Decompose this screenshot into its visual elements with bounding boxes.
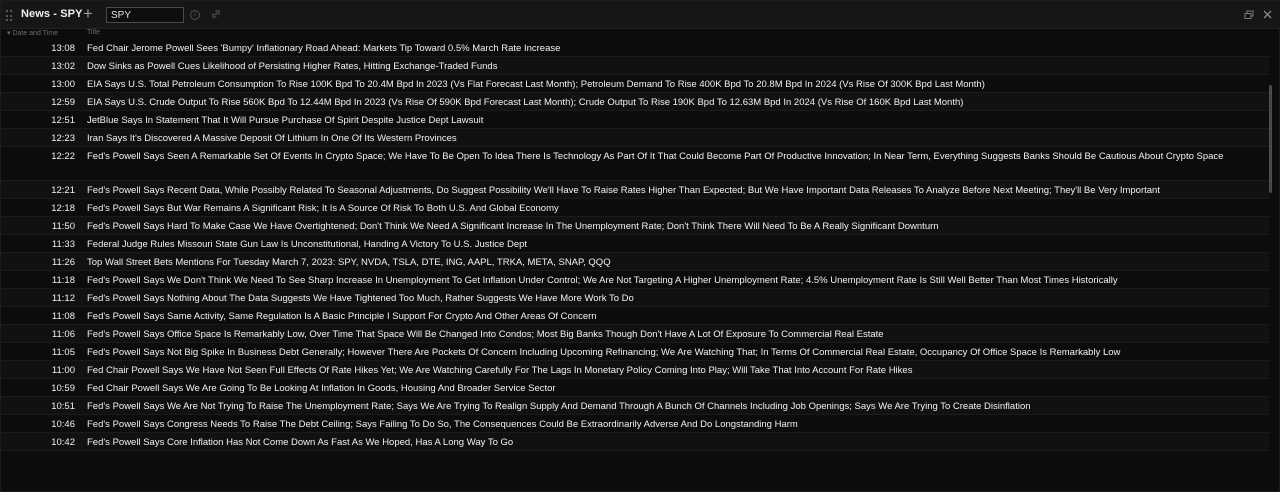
news-time: 12:21 [51,185,75,196]
news-time: 11:06 [51,329,75,340]
news-headline[interactable]: Fed's Powell Says Same Activity, Same Regulation Is A Basic Principle I Support For Crypto And Other Areas Of Concern [87,311,597,322]
news-time: 13:02 [51,61,75,72]
news-time: 11:00 [51,365,75,376]
news-time: 12:23 [51,133,75,144]
news-time: 13:00 [51,79,75,90]
news-row[interactable] [1,379,1269,397]
news-row[interactable] [1,325,1269,343]
news-row[interactable] [1,433,1269,451]
news-headline[interactable]: Fed's Powell Says Seen A Remarkable Set Of Events In Crypto Space; We Have To Be Open To Idea There Is Technology As Part Of It That Could Become Part Of Productive Innovation; In Near Term, Everything Suggests Banks Should Be Cautious About Crypto Space [87,151,1224,162]
news-row[interactable] [1,39,1269,57]
news-headline[interactable]: Iran Says It's Discovered A Massive Deposit Of Lithium In One Of Its Western Provinces [87,133,457,144]
link-icon[interactable] [210,8,222,20]
news-headline[interactable]: Fed's Powell Says Recent Data, While Possibly Related To Seasonal Adjustments, Do Suggest Possibility We'll Have To Raise Rates Higher Than Expected; But We Have Important Data Releases To Analyze Before Next Meeting; They'll Be Very Important [87,185,1160,196]
news-row[interactable] [1,111,1269,129]
news-headline[interactable]: Fed's Powell Says Office Space Is Remarkably Low, Over Time That Space Will Be Changed Into Condos; Most Big Banks Though Don't Have A Lot Of Exposure To Commercial Real Estate [87,329,884,340]
news-headline[interactable]: Fed Chair Jerome Powell Sees 'Bumpy' Inflationary Road Ahead: Markets Tip Toward 0.5% March Rate Increase [87,43,561,54]
news-headline[interactable]: EIA Says U.S. Crude Output To Rise 560K Bpd To 12.44M Bpd In 2023 (Vs Rise Of 590K Bpd Forecast Last Month); Crude Output To Rise 190K Bpd To 12.63M Bpd In 2024 (Vs Rise Of 160K Bpd Last Month) [87,97,964,108]
news-row[interactable] [1,289,1269,307]
news-time: 10:42 [51,437,75,448]
news-time: 12:18 [51,203,75,214]
news-row[interactable] [1,307,1269,325]
window-titlebar [1,1,1280,29]
restore-window-icon[interactable] [1244,10,1254,20]
scrollbar[interactable] [1269,85,1272,193]
news-time: 13:08 [51,43,75,54]
news-headline[interactable]: Fed's Powell Says We Don't Think We Need To See Sharp Increase In Unemployment To Get Inflation Under Control; We Are Not Targeting A Higher Unemployment Rate; 4.5% Unemployment Rate Is Still Well Better Than Most Times Historically [87,275,1118,286]
column-header [1,29,1280,39]
news-headline[interactable]: Fed Chair Powell Says We Have Not Seen Full Effects Of Rate Hikes Yet; We Are Watching Carefully For The Lags In Monetary Policy Coming Into Play; Will Take That Into Account For Rate Hikes [87,365,913,376]
news-time: 11:12 [51,293,75,304]
news-time: 11:50 [51,221,75,232]
news-row[interactable] [1,361,1269,379]
news-time: 12:51 [51,115,75,126]
news-headline[interactable]: Federal Judge Rules Missouri State Gun Law Is Unconstitutional, Handing A Victory To U.S. Justice Dept [87,239,528,250]
news-row[interactable] [1,199,1269,217]
news-time: 11:33 [51,239,75,250]
news-time: 12:22 [51,151,75,162]
news-headline[interactable]: Fed's Powell Says Congress Needs To Raise The Debt Ceiling; Says Failing To Do So, The Consequences Could Be Extraordinarily Adverse And Do Longstanding Harm [87,419,798,430]
news-headline[interactable]: Fed's Powell Says Core Inflation Has Not Come Down As Fast As We Hoped, Has A Long Way To Go [87,437,514,448]
news-row[interactable] [1,129,1269,147]
news-time: 11:26 [51,257,75,268]
news-row[interactable] [1,235,1269,253]
news-row[interactable] [1,271,1269,289]
news-row[interactable] [1,93,1269,111]
info-icon[interactable]: i [190,10,200,20]
news-list [1,39,1269,451]
news-headline[interactable]: Fed's Powell Says Hard To Make Case We Have Overtightened; Don't Think We Need A Significant Increase In The Unemployment Rate; Don't Think There Will Need To Be A Really Significant Downturn [87,221,939,232]
news-time: 12:59 [51,97,75,108]
symbol-search-input[interactable] [106,7,184,23]
news-time: 11:18 [51,275,75,286]
news-time: 10:51 [51,401,75,412]
news-row[interactable] [1,217,1269,235]
column-title[interactable]: Title [87,29,100,36]
column-date-time[interactable]: ▾ Date and Time [7,30,58,37]
news-time: 11:08 [51,311,75,322]
news-row[interactable] [1,147,1269,181]
news-time: 10:59 [51,383,75,394]
news-headline[interactable]: Fed's Powell Says But War Remains A Significant Risk; It Is A Source Of Risk To Both U.S. And Global Economy [87,203,559,214]
news-row[interactable] [1,253,1269,271]
news-row[interactable] [1,57,1269,75]
close-icon[interactable] [1262,9,1273,20]
news-headline[interactable]: Fed Chair Powell Says We Are Going To Be Looking At Inflation In Goods, Housing And Broader Service Sector [87,383,556,394]
news-row[interactable] [1,75,1269,93]
news-row[interactable] [1,181,1269,199]
news-row[interactable] [1,397,1269,415]
news-row[interactable] [1,343,1269,361]
news-headline[interactable]: Top Wall Street Bets Mentions For Tuesday March 7, 2023: SPY, NVDA, TSLA, DTE, ING, AAPL, TRKA, META, SNAP, QQQ [87,257,611,268]
news-headline[interactable]: Fed's Powell Says We Are Not Trying To Raise The Unemployment Rate; Says We Are Trying To Realign Supply And Demand Through A Bunch Of Channels Including Job Openings; Says We Are Trying To Create Disinflation [87,401,1031,412]
news-headline[interactable]: JetBlue Says In Statement That It Will Pursue Purchase Of Spirit Despite Justice Dept Lawsuit [87,115,484,126]
drag-handle-icon[interactable] [6,10,12,22]
news-row[interactable] [1,415,1269,433]
news-headline[interactable]: Dow Sinks as Powell Cues Likelihood of Persisting Higher Rates, Hitting Exchange-Traded Funds [87,61,498,72]
news-headline[interactable]: EIA Says U.S. Total Petroleum Consumption To Rise 100K Bpd To 20.4M Bpd In 2023 (Vs Flat Forecast Last Month); Petroleum Demand To Rise 400K Bpd To 20.8M Bpd In 2024 (Vs Rise Of 300K Bpd Last Month) [87,79,985,90]
news-time: 10:46 [51,419,75,430]
news-time: 11:05 [51,347,75,358]
plus-icon[interactable]: + [83,4,93,23]
news-headline[interactable]: Fed's Powell Says Not Big Spike In Business Debt Generally; However There Are Pockets Of Concern Including Upcoming Refinancing; We Are Watching That; In Terms Of Commercial Real Estate, Occupancy Of Office Space Is Remarkably Low [87,347,1121,358]
news-headline[interactable]: Fed's Powell Says Nothing About The Data Suggests We Have Tightened Too Much, Rather Suggests We Have More Work To Do [87,293,634,304]
window-title: News - SPY [21,8,83,20]
